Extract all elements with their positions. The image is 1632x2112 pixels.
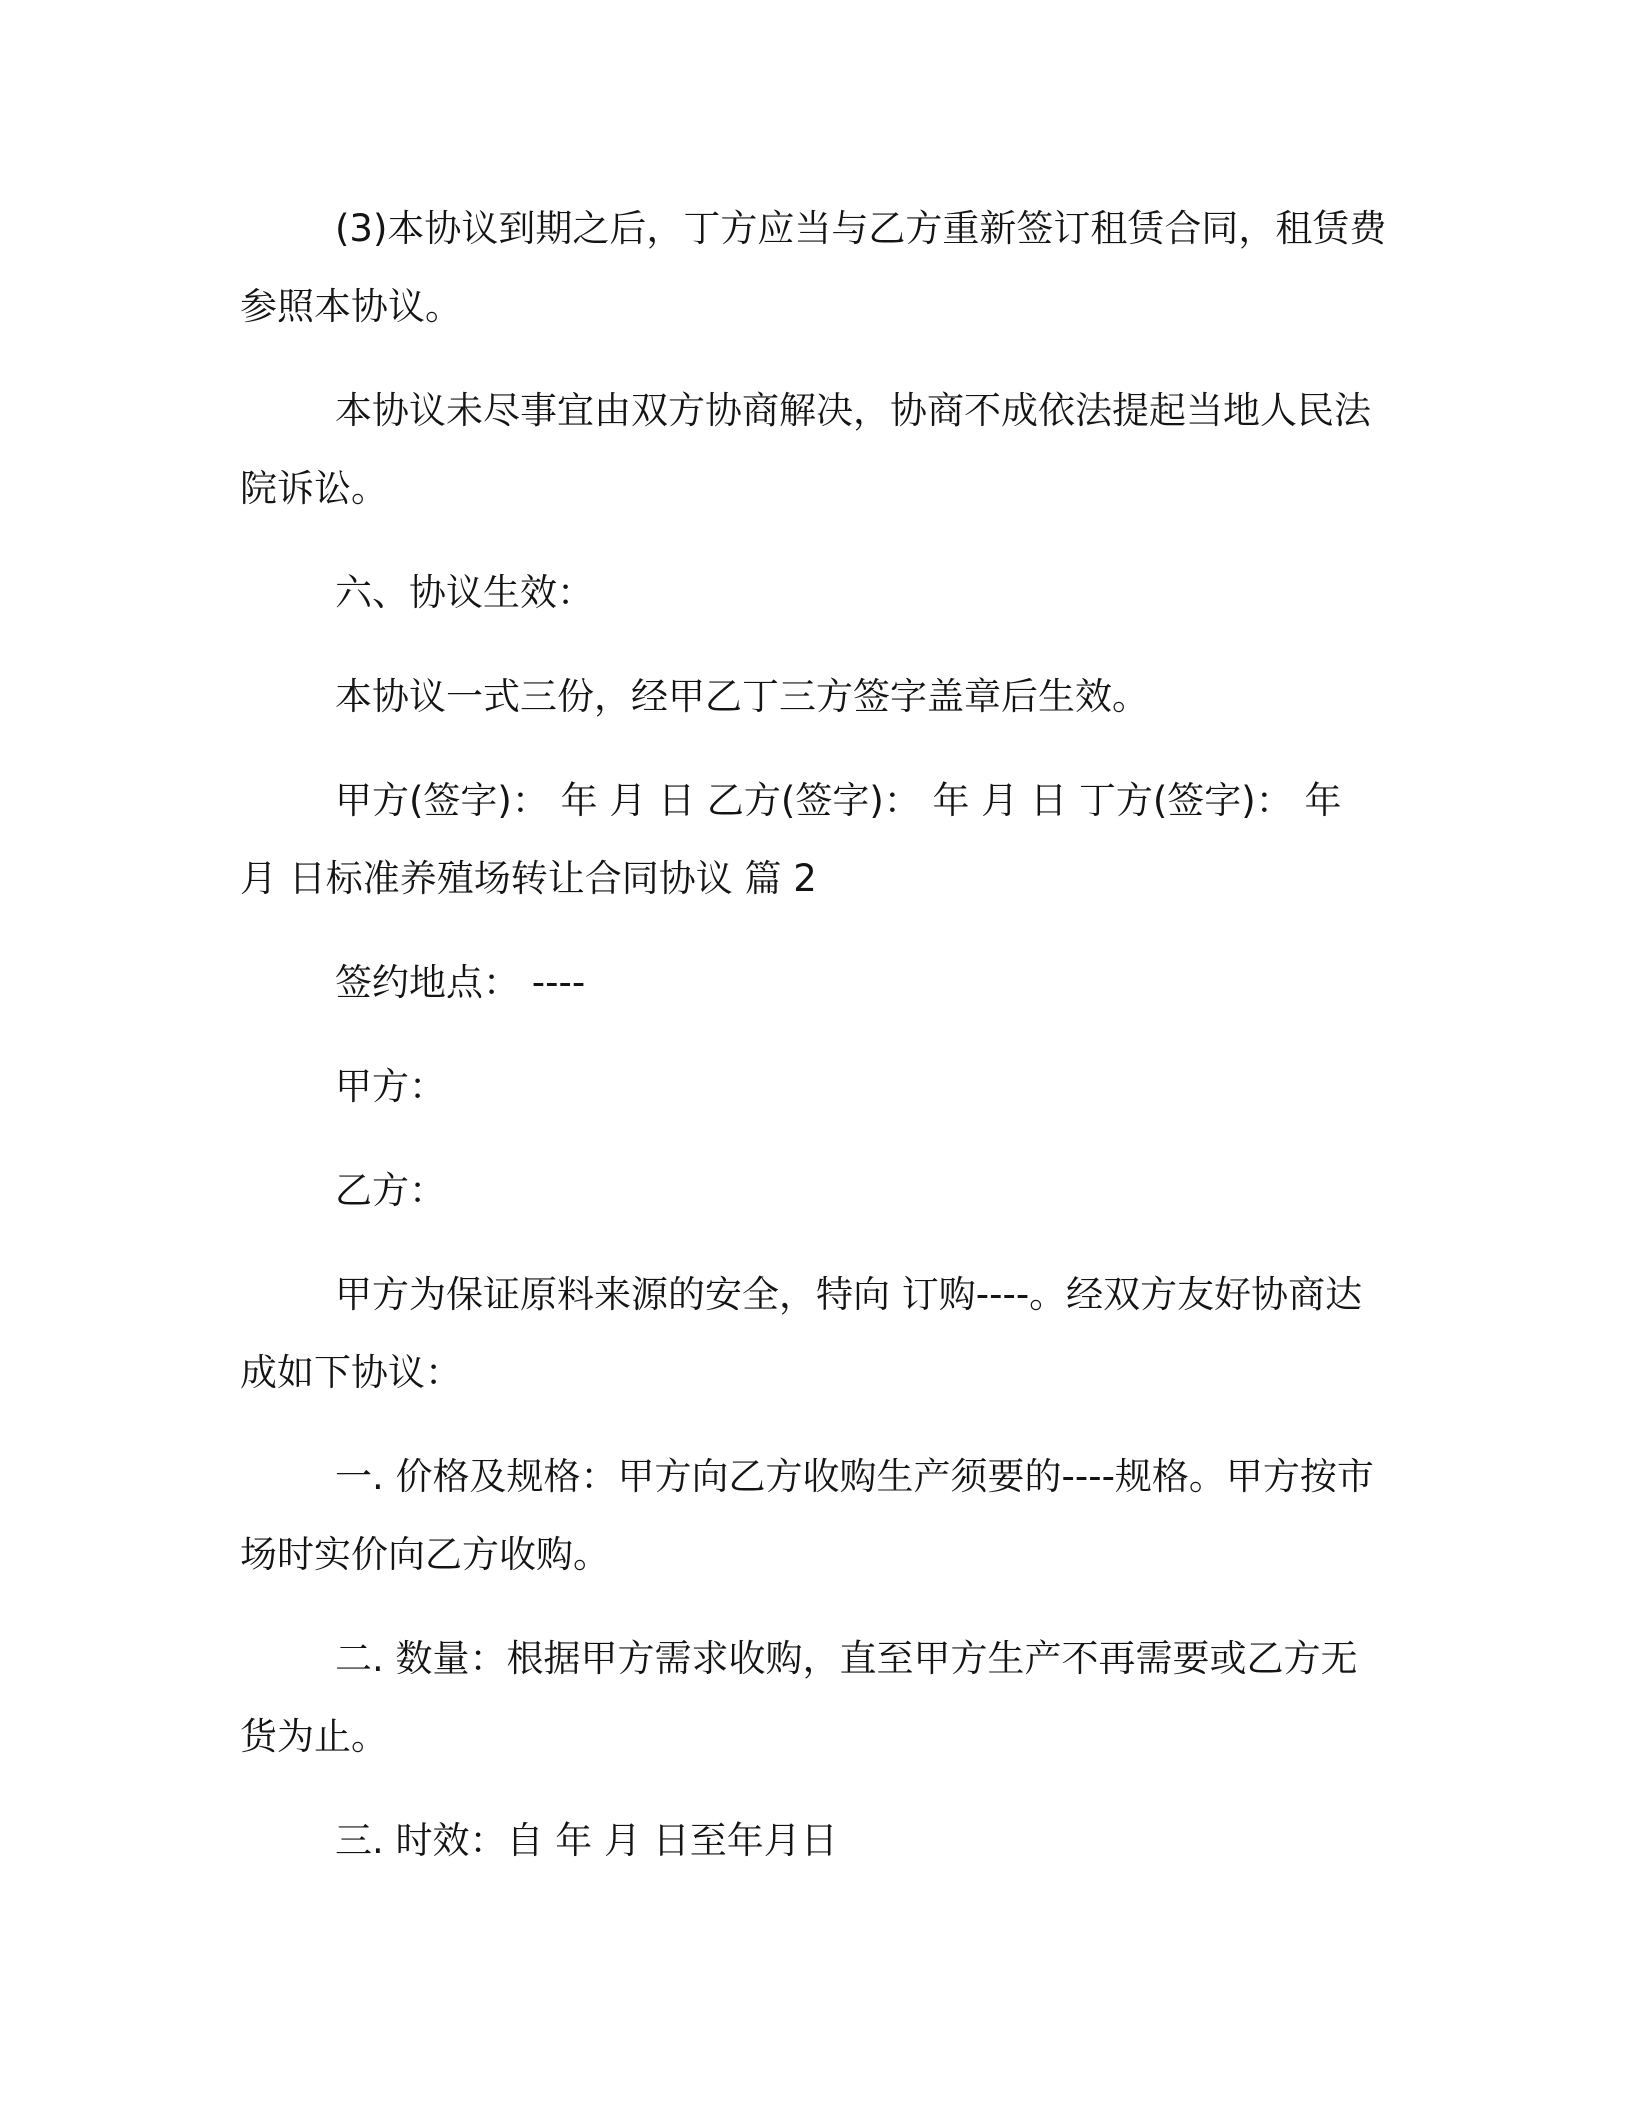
paragraph-purpose: 甲方为保证原料来源的安全，特向 订购----。经双方友好协商达成如下协议： — [240, 1273, 1363, 1394]
paragraph-party-b: 乙方： — [335, 1169, 446, 1212]
paragraph-signatures: 甲方(签字)： 年 月 日 乙方(签字)： 年 月 日 丁方(签字)： 年 月 日标准养殖场转让合同协议 篇 2 — [240, 779, 1342, 900]
document-body — [240, 190, 1390, 1906]
paragraph-party-a: 甲方： — [335, 1065, 446, 1108]
paragraph-renewal-clause: (3)本协议到期之后，丁方应当与乙方重新签订租赁合同，租赁费参照本协议。 — [240, 207, 1387, 328]
paragraph-term: 三. 时效：自 年 月 日至年月日 — [335, 1819, 838, 1862]
paragraph-dispute-resolution: 本协议未尽事宜由双方协商解决，协商不成依法提起当地人民法院诉讼。 — [240, 389, 1371, 510]
paragraph-signing-place: 签约地点： ---- — [335, 961, 586, 1004]
paragraph-quantity: 二. 数量：根据甲方需求收购，直至甲方生产不再需要或乙方无货为止。 — [240, 1637, 1358, 1758]
paragraph-price-spec: 一. 价格及规格：甲方向乙方收购生产须要的----规格。甲方按市场时实价向乙方收购。 — [240, 1455, 1374, 1576]
section-heading-effectiveness: 六、协议生效： — [335, 571, 594, 614]
paragraph-copies: 本协议一式三份，经甲乙丁三方签字盖章后生效。 — [335, 675, 1149, 718]
